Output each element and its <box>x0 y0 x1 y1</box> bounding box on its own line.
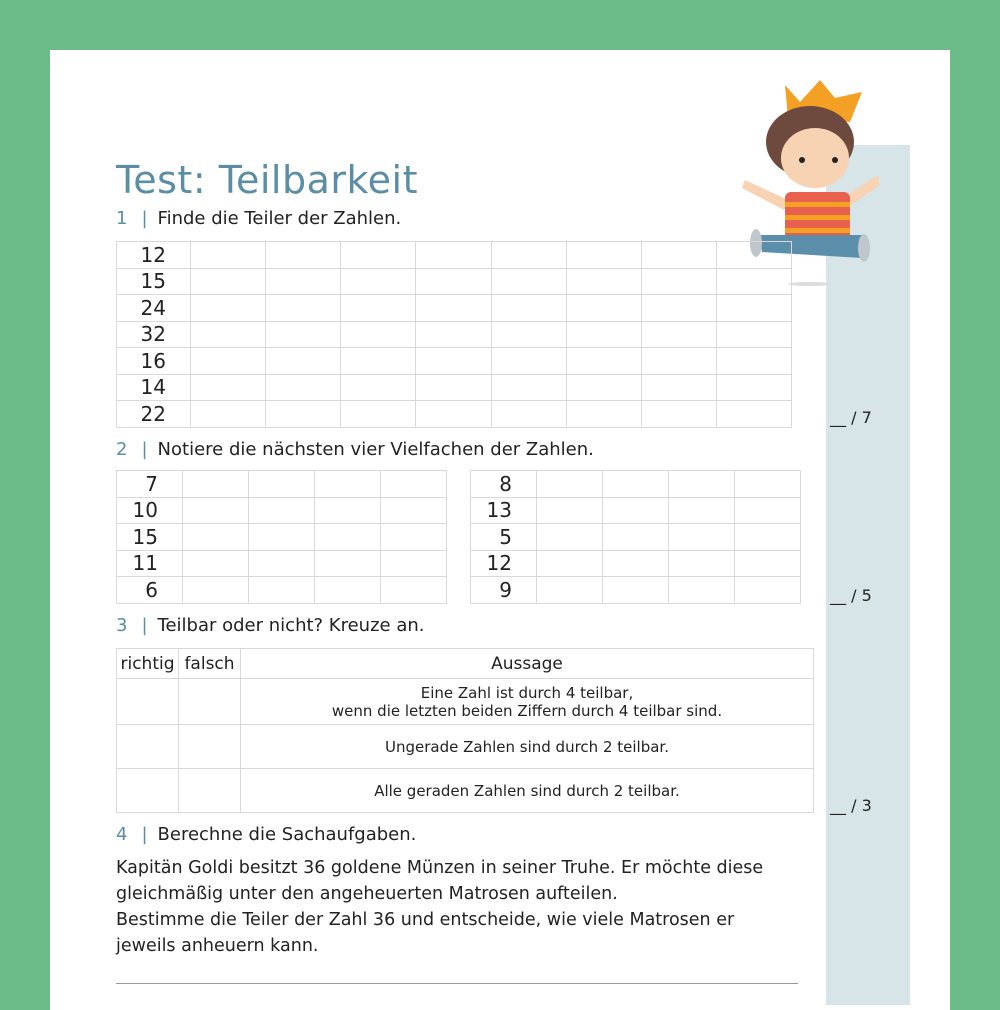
table-row <box>117 295 792 322</box>
score-tasks-2: __ / 5 <box>830 586 872 605</box>
given-number: 8 <box>471 471 537 498</box>
answer-cell[interactable] <box>641 268 716 295</box>
table-row <box>117 401 792 428</box>
answer-cell[interactable] <box>537 550 603 577</box>
answer-cell[interactable] <box>603 577 669 604</box>
task-number: 2 <box>116 439 128 460</box>
answer-cell[interactable] <box>315 471 381 498</box>
answer-cell[interactable] <box>266 348 341 375</box>
checkbox-falsch[interactable] <box>179 725 241 769</box>
answer-cell[interactable] <box>641 348 716 375</box>
answer-cell[interactable] <box>381 577 447 604</box>
answer-cell[interactable] <box>537 524 603 551</box>
answer-cell[interactable] <box>566 295 641 322</box>
answer-cell[interactable] <box>191 268 266 295</box>
table-row <box>117 524 447 551</box>
table-row <box>117 242 792 269</box>
answer-cell[interactable] <box>641 374 716 401</box>
answer-cell[interactable] <box>603 497 669 524</box>
task-text: Berechne die Sachaufgaben. <box>157 824 417 845</box>
given-number: 12 <box>117 242 191 269</box>
answer-cell[interactable] <box>641 242 716 269</box>
answer-cell[interactable] <box>566 242 641 269</box>
answer-cell[interactable] <box>191 401 266 428</box>
given-number: 15 <box>117 268 191 295</box>
answer-cell[interactable] <box>266 401 341 428</box>
answer-cell[interactable] <box>341 321 416 348</box>
given-number: 13 <box>471 497 537 524</box>
answer-cell[interactable] <box>266 374 341 401</box>
task-4-heading: 4 | Berechne die Sachaufgaben. <box>116 824 417 845</box>
answer-cell[interactable] <box>381 524 447 551</box>
answer-cell[interactable] <box>669 497 735 524</box>
score-task-1: __ / 7 <box>830 408 872 427</box>
answer-cell[interactable] <box>341 374 416 401</box>
given-number: 32 <box>117 321 191 348</box>
answer-cell[interactable] <box>341 401 416 428</box>
answer-cell[interactable] <box>416 268 491 295</box>
answer-cell[interactable] <box>249 550 315 577</box>
answer-cell[interactable] <box>183 577 249 604</box>
statement: Ungerade Zahlen sind durch 2 teilbar. <box>241 725 814 769</box>
answer-cell[interactable] <box>566 348 641 375</box>
answer-cell[interactable] <box>266 321 341 348</box>
task-4-text: Kapitän Goldi besitzt 36 goldene Münzen in seiner Truhe. Er möchte diese gleichmäßig unter den angeheuerten Matrosen aufteilen. Bestimme die Teiler der Zahl 36 und entscheide, wie viele Matrosen er jeweils anheuern kann. <box>116 858 764 956</box>
task-2-left-table <box>116 470 447 604</box>
answer-cell[interactable] <box>603 471 669 498</box>
answer-cell[interactable] <box>315 577 381 604</box>
score-task-3: __ / 3 <box>830 796 872 815</box>
answer-cell[interactable] <box>341 242 416 269</box>
answer-cell[interactable] <box>381 497 447 524</box>
checkbox-richtig[interactable] <box>117 679 179 725</box>
answer-cell[interactable] <box>537 577 603 604</box>
table-row <box>117 550 447 577</box>
answer-cell[interactable] <box>341 348 416 375</box>
answer-cell[interactable] <box>641 401 716 428</box>
task-1-heading: 1 | Finde die Teiler der Zahlen. <box>116 208 402 229</box>
answer-cell[interactable] <box>491 374 566 401</box>
given-number: 11 <box>117 550 183 577</box>
table-row <box>471 550 801 577</box>
given-number: 24 <box>117 295 191 322</box>
task-text: Teilbar oder nicht? Kreuze an. <box>157 615 425 636</box>
answer-cell[interactable] <box>416 374 491 401</box>
answer-cell[interactable] <box>491 295 566 322</box>
answer-cell[interactable] <box>183 524 249 551</box>
answer-cell[interactable] <box>537 471 603 498</box>
answer-cell[interactable] <box>669 577 735 604</box>
answer-cell[interactable] <box>315 524 381 551</box>
task-number: 4 <box>116 824 128 845</box>
table-row <box>117 497 447 524</box>
answer-cell[interactable] <box>249 577 315 604</box>
answer-cell[interactable] <box>716 242 791 269</box>
given-number: 12 <box>471 550 537 577</box>
statement: Alle geraden Zahlen sind durch 2 teilbar. <box>241 769 814 813</box>
header-aussage: Aussage <box>241 649 814 679</box>
table-row <box>471 471 801 498</box>
task-number: 3 <box>116 615 128 636</box>
answer-cell[interactable] <box>416 321 491 348</box>
answer-cell[interactable] <box>735 577 801 604</box>
table-row <box>117 471 447 498</box>
task-text: Finde die Teiler der Zahlen. <box>157 208 402 229</box>
answer-cell[interactable] <box>183 471 249 498</box>
given-number: 6 <box>117 577 183 604</box>
answer-cell[interactable] <box>716 321 791 348</box>
answer-cell[interactable] <box>416 348 491 375</box>
header-richtig: richtig <box>117 649 179 679</box>
answer-cell[interactable] <box>341 295 416 322</box>
checkbox-falsch[interactable] <box>179 769 241 813</box>
answer-cell[interactable] <box>566 321 641 348</box>
page-title: Test: Teilbarkeit <box>116 158 418 202</box>
answer-cell[interactable] <box>735 524 801 551</box>
given-number: 15 <box>117 524 183 551</box>
answer-cell[interactable] <box>566 268 641 295</box>
statement: Eine Zahl ist durch 4 teilbar, wenn die letzten beiden Ziffern durch 4 teilbar sind. <box>241 679 814 725</box>
table-row <box>471 577 801 604</box>
answer-cell[interactable] <box>491 242 566 269</box>
answer-cell[interactable] <box>266 295 341 322</box>
checkbox-richtig[interactable] <box>117 725 179 769</box>
answer-cell[interactable] <box>641 295 716 322</box>
answer-cell[interactable] <box>315 550 381 577</box>
answer-cell[interactable] <box>191 348 266 375</box>
answer-cell[interactable] <box>381 471 447 498</box>
answer-cell[interactable] <box>716 268 791 295</box>
answer-cell[interactable] <box>735 550 801 577</box>
task-number: 1 <box>116 208 128 229</box>
answer-cell[interactable] <box>603 550 669 577</box>
given-number: 14 <box>117 374 191 401</box>
answer-cell[interactable] <box>183 550 249 577</box>
task-3-table <box>116 648 814 813</box>
answer-cell[interactable] <box>566 401 641 428</box>
given-number: 16 <box>117 348 191 375</box>
table-row <box>117 321 792 348</box>
answer-cell[interactable] <box>416 295 491 322</box>
answer-cell[interactable] <box>537 497 603 524</box>
header-falsch: falsch <box>179 649 241 679</box>
answer-cell[interactable] <box>183 497 249 524</box>
answer-cell[interactable] <box>491 268 566 295</box>
answer-cell[interactable] <box>381 550 447 577</box>
answer-cell[interactable] <box>491 401 566 428</box>
checkbox-richtig[interactable] <box>117 769 179 813</box>
table-row <box>117 577 447 604</box>
answer-cell[interactable] <box>716 348 791 375</box>
table-row <box>117 374 792 401</box>
answer-cell[interactable] <box>191 242 266 269</box>
answer-cell[interactable] <box>315 497 381 524</box>
given-number: 7 <box>117 471 183 498</box>
answer-cell[interactable] <box>669 471 735 498</box>
task-2-heading: 2 | Notiere die nächsten vier Vielfachen der Zahlen. <box>116 439 594 460</box>
answer-cell[interactable] <box>191 374 266 401</box>
answer-cell[interactable] <box>491 348 566 375</box>
answer-cell[interactable] <box>716 295 791 322</box>
answer-cell[interactable] <box>716 374 791 401</box>
answer-cell[interactable] <box>249 524 315 551</box>
answer-cell[interactable] <box>669 550 735 577</box>
task-3-heading: 3 | Teilbar oder nicht? Kreuze an. <box>116 615 425 636</box>
task-text: Notiere die nächsten vier Vielfachen der Zahlen. <box>157 439 594 460</box>
answer-cell[interactable] <box>603 524 669 551</box>
answer-cell[interactable] <box>641 321 716 348</box>
answer-cell[interactable] <box>735 497 801 524</box>
answer-cell[interactable] <box>416 401 491 428</box>
answer-cell[interactable] <box>249 497 315 524</box>
answer-cell[interactable] <box>191 321 266 348</box>
answer-cell[interactable] <box>566 374 641 401</box>
given-number: 10 <box>117 497 183 524</box>
task-1-table <box>116 241 792 428</box>
table-row <box>117 268 792 295</box>
answer-cell[interactable] <box>249 471 315 498</box>
answer-line[interactable] <box>116 983 798 984</box>
answer-cell[interactable] <box>669 524 735 551</box>
answer-cell[interactable] <box>491 321 566 348</box>
task-2-right-table <box>470 470 801 604</box>
answer-cell[interactable] <box>735 471 801 498</box>
given-number: 5 <box>471 524 537 551</box>
answer-cell[interactable] <box>416 242 491 269</box>
table-row <box>471 524 801 551</box>
answer-cell[interactable] <box>716 401 791 428</box>
answer-cell[interactable] <box>191 295 266 322</box>
answer-cell[interactable] <box>341 268 416 295</box>
table-row <box>471 497 801 524</box>
given-number: 9 <box>471 577 537 604</box>
table-row <box>117 348 792 375</box>
answer-cell[interactable] <box>266 268 341 295</box>
given-number: 22 <box>117 401 191 428</box>
checkbox-falsch[interactable] <box>179 679 241 725</box>
answer-cell[interactable] <box>266 242 341 269</box>
